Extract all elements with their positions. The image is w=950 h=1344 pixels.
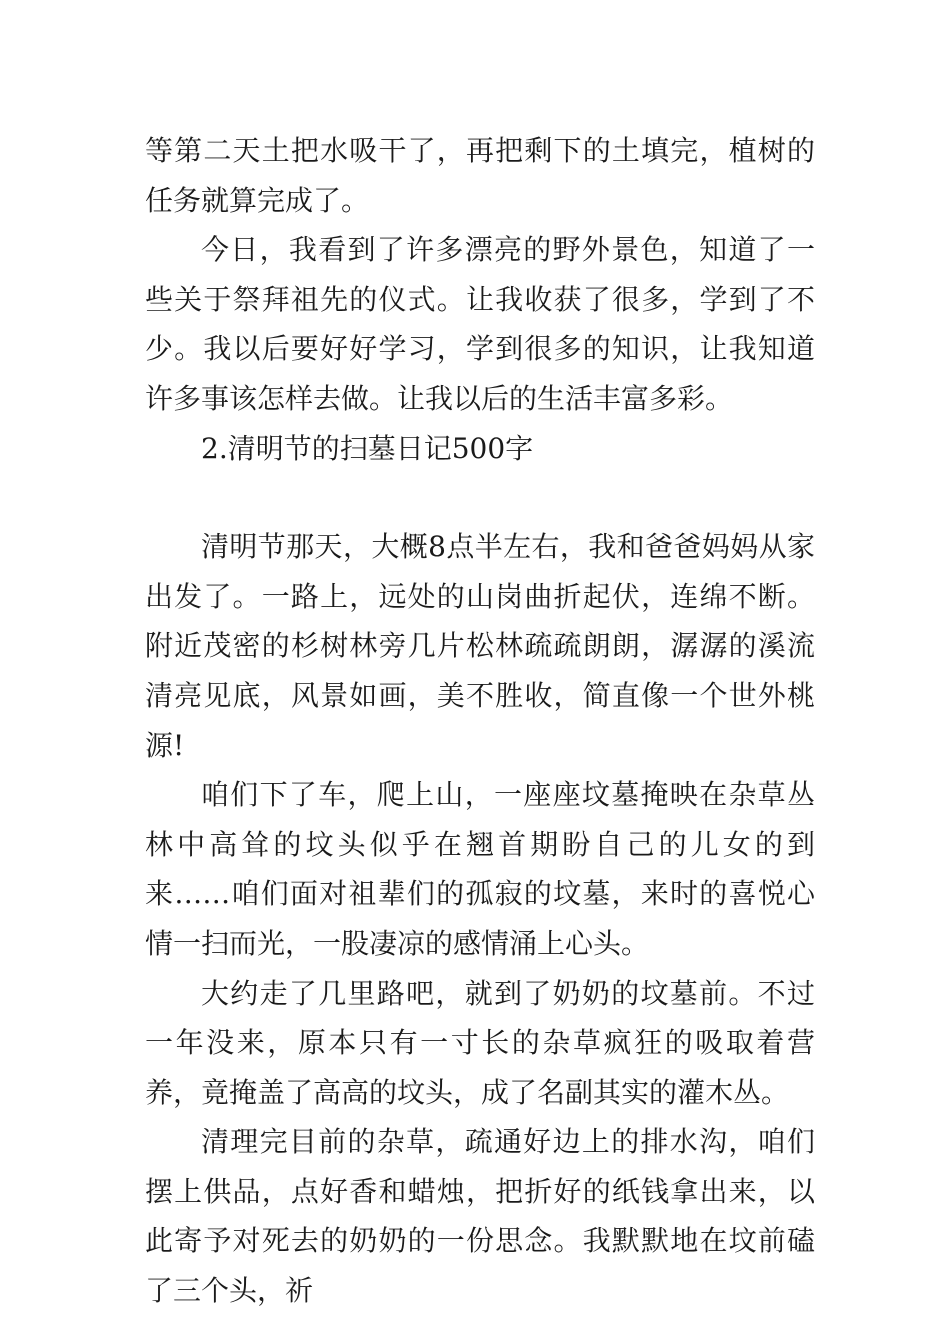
section-heading: 2.清明节的扫墓日记500字: [201, 431, 534, 465]
document-body: [145, 126, 815, 1316]
blank-line: [145, 473, 815, 522]
paragraph-departure: 清明节那天，大概8点半左右，我和爸爸妈妈从家出发了。一路上，远处的山岗曲折起伏，连绵不断。附近茂密的杉树林旁几片松林疏疏朗朗，潺潺的溪流清亮见底，风景如画，美不胜收，简直像一个世外桃源!: [145, 530, 815, 762]
paragraph-offering: 清理完目前的杂草，疏通好边上的排水沟，咱们摆上供品，点好香和蜡烛，把折好的纸钱拿出来，以此寄予对死去的奶奶的一份思念。我默默地在坟前磕了三个头，祈: [145, 1125, 815, 1308]
paragraph-grave: 大约走了几里路吧，就到了奶奶的坟墓前。不过一年没来，原本只有一寸长的杂草疯狂的吸取着营养，竟掩盖了高高的坟头，成了名副其实的灌木丛。: [145, 976, 815, 1109]
paragraph-mountain: 咱们下了车，爬上山，一座座坟墓掩映在杂草丛林中高耸的坟头似乎在翘首期盼自己的儿女的到来……咱们面对祖辈们的孤寂的坟墓，来时的喜悦心情一扫而光，一股凄凉的感情涌上心头。: [145, 778, 815, 960]
paragraph-continuation: 等第二天土把水吸干了，再把剩下的土填完，植树的任务就算完成了。: [145, 134, 815, 217]
paragraph-conclusion: 今日，我看到了许多漂亮的野外景色，知道了一些关于祭拜祖先的仪式。让我收获了很多，学到了不少。我以后要好好学习，学到很多的知识，让我知道许多事该怎样去做。让我以后的生活丰富多彩。: [145, 233, 815, 415]
